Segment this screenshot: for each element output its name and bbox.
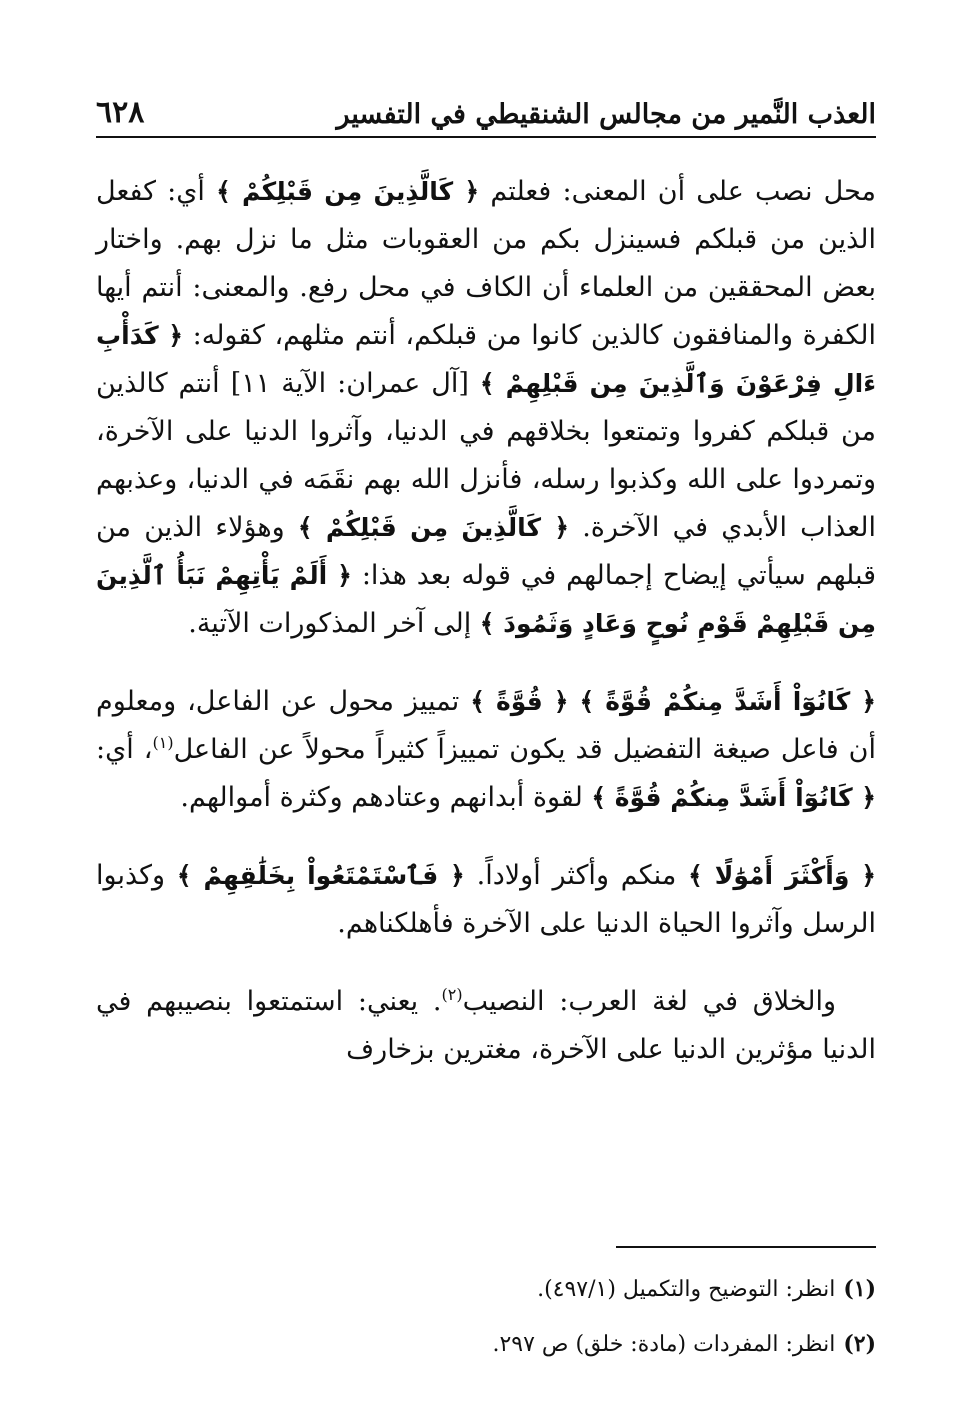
footnote-number: (٢) <box>843 1331 876 1357</box>
running-title: العذب النَّمير من مجالس الشنقيطي في التفسير <box>336 99 876 130</box>
paragraph <box>96 978 876 1074</box>
text-run: محل نصب على أن المعنى: فعلتم <box>479 176 876 207</box>
text-run: والخلاق في لغة العرب: النصيب <box>462 986 836 1017</box>
text-run: إلى آخر المذكورات الآتية. <box>188 608 480 639</box>
footnote-ref: (١) <box>152 733 174 752</box>
quran-verse: ﴿ كَدَأْبِ ءَالِ فِرْعَوْنَ وَٱلَّذِينَ مِن قَبْلِهِمْ ﴾ <box>96 321 876 398</box>
book-page <box>96 0 876 1412</box>
quran-verse: ﴿ وَأَكْثَرَ أَمْوَٰلًا ﴾ <box>688 861 876 890</box>
paragraph <box>96 852 876 948</box>
text-run: وكذبوا الرسل وآثروا الحياة الدنيا على الآخرة فأهلكناهم. <box>96 860 876 939</box>
text-run: ، أي: <box>96 734 153 765</box>
footnote <box>96 1317 876 1372</box>
page-number: ٦٢٨ <box>96 95 145 130</box>
page-header <box>96 92 876 138</box>
footnote <box>96 1262 876 1317</box>
paragraph <box>96 678 876 822</box>
footnote-number: (١) <box>843 1276 876 1302</box>
footnote-separator <box>616 1246 876 1248</box>
text-run: وهؤلاء الذين من قبلهم سيأتي إيضاح إجمالهم في قوله بعد هذا: <box>96 512 877 591</box>
footnote-text: انظر: المفردات (مادة: خلق) ص ٢٩٧. <box>492 1332 836 1357</box>
quran-verse: ﴿ كَانُوٓاْ أَشَدَّ مِنكُمْ قُوَّةً ﴾ <box>579 687 876 716</box>
quran-verse: ﴿ قُوَّةً ﴾ <box>470 687 569 716</box>
quran-verse: ﴿ فَٱسْتَمْتَعُواْ بِخَلَٰقِهِمْ ﴾ <box>176 861 465 890</box>
footnote-ref: (٢) <box>441 985 463 1004</box>
quran-verse: ﴿ كَالَّذِينَ مِن قَبْلِكُمْ ﴾ <box>297 513 570 542</box>
text-run: . يعني: استمتعوا بنصيبهم في الدنيا مؤثرين الدنيا على الآخرة، مغترين بزخارف <box>96 986 876 1065</box>
paragraph <box>96 168 876 648</box>
text-run: [آل عمران: الآية ١١] أنتم كالذين من قبلكم كفروا وتمتعوا بخلاقهم في الدنيا، وآثروا الدنيا على الآخرة، وتمردوا على الله وكذبوا رسله، فأنزل الله بهم نقَمَه في الدنيا، وعذبهم العذاب الأبدي في الآخرة. <box>96 368 876 543</box>
quran-verse: ﴿ أَلَمْ يَأْتِهِمْ نَبَأُ ٱلَّذِينَ مِن قَبْلِهِمْ قَوْمِ نُوحٍ وَعَادٍ وَثَمُودَ ﴾ <box>96 561 876 638</box>
quran-verse: ﴿ كَانُوٓاْ أَشَدَّ مِنكُمْ قُوَّةً ﴾ <box>591 783 876 812</box>
text-run <box>569 686 580 717</box>
quran-verse: ﴿ كَالَّذِينَ مِن قَبْلِكُمْ ﴾ <box>216 177 480 206</box>
main-text <box>96 168 876 1074</box>
text-run: منكم وأكثر أولاداً. <box>464 860 689 891</box>
footnotes <box>96 1262 876 1372</box>
text-run: لقوة أبدانهم وعتادهم وكثرة أموالهم. <box>180 782 592 813</box>
text-run: أي: كفعل الذين من قبلكم فسينزل بكم من العقوبات مثل ما نزل بهم. واختار بعض المحققين من العلماء أن الكاف في محل رفع. والمعنى: أنتم أيها الكفرة والمنافقون كالذين كانوا من قبلكم، أنتم مثلهم، كقوله: <box>96 176 876 351</box>
text-run: تمييز محول عن الفاعل، ومعلوم أن فاعل صيغة التفضيل قد يكون تمييزاً كثيراً محولاً عن الفاعل <box>96 686 876 765</box>
footnote-text: انظر: التوضيح والتكميل (٤٩٧/١). <box>537 1277 836 1302</box>
